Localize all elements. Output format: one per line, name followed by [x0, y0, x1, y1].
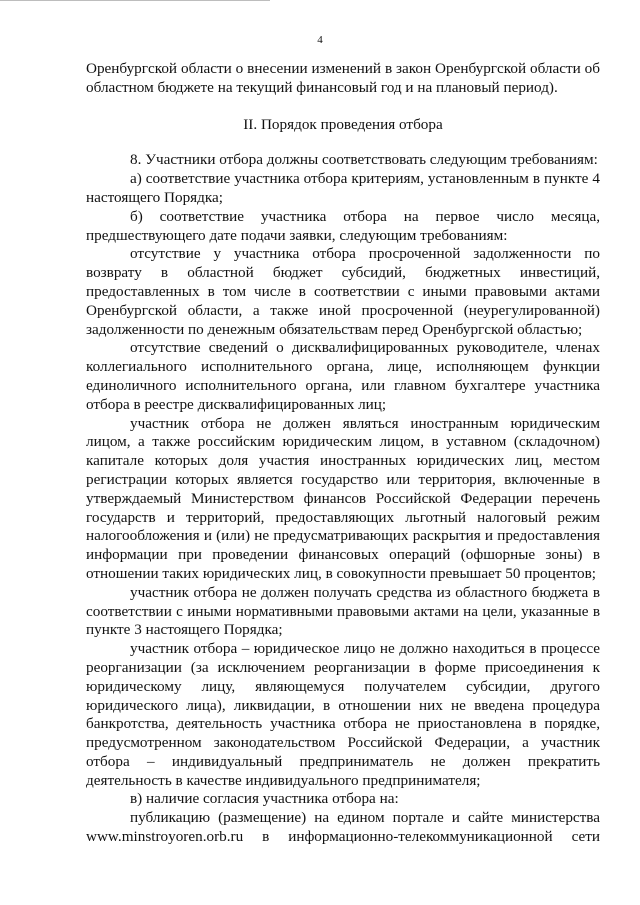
requirement-no-disqualified-persons: отсутствие сведений о дисквалифицированных руководителе, членах коллегиального исполнительного органа, лице, исполняющем функции единоличного исполнительного органа, или главном бухгалтере участника отбора в реестре дисквалифицированных лиц;: [86, 339, 600, 413]
continuation-text: Оренбургской области о внесении изменений в закон Оренбургской области об областном бюджете на текущий финансовый год и на плановый период).: [86, 60, 600, 96]
top-border-line: [0, 0, 270, 1]
paragraph-8: 8. Участники отбора должны соответствовать следующим требованиям:: [130, 151, 598, 169]
page-number: 4: [317, 34, 323, 46]
section-title: II. Порядок проведения отбора: [243, 115, 443, 133]
requirement-no-overdue-debt: отсутствие у участника отбора просроченной задолженности по возврату в областной бюджет субсидий, бюджетных инвестиций, предоставленных в том числе в соответствии с иными правовыми актами Оренбургской области, а также иной просроченной (неурегулированной) задолженности по денежным обязательствам перед Оренбургской областью;: [86, 245, 600, 338]
item-v: в) наличие согласия участника отбора на:: [130, 790, 399, 808]
document-body: [86, 60, 600, 847]
requirement-not-foreign-entity: участник отбора не должен являться иностранным юридическим лицом, а также российским юридическим лицом, в уставном (складочном) капитале которых доля участия иностранных юридических лиц, местом регистрации которых является государство или территория, включенные в утверждаемый Министерством финансов Российской Федерации перечень государств и территорий, предоставляющих льготный налоговый режим налогообложения и (или) не предусматривающих раскрытия и предоставления информации при проведении финансовых операций (офшорные зоны) в отношении таких юридических лиц, в совокупности превышает 50 процентов;: [86, 414, 600, 582]
item-b: б) соответствие участника отбора на первое число месяца, предшествующего дате подачи заявки, следующим требованиям:: [86, 207, 600, 244]
requirement-no-reorganization: участник отбора – юридическое лицо не должно находиться в процессе реорганизации (за исключением реорганизации в форме присоединения к юридическому лицу, являющемуся получателем субсидии, другого юридического лица), ликвидации, в отношении них не введена процедура банкротства, деятельность участника отбора не приостановлена в порядке, предусмотренном законодательством Российской Федерации, а участник отбора – индивидуальный предприниматель не должен прекратить деятельность в качестве индивидуального предпринимателя;: [86, 640, 600, 789]
consent-publication: публикацию (размещение) на едином портале и сайте министерства www.minstroyoren.orb.ru в информационно-телекоммуникационной сети: [86, 809, 600, 846]
item-a: а) соответствие участника отбора критериям, установленным в пункте 4 настоящего Порядка;: [86, 170, 600, 206]
requirement-no-other-funding: участник отбора не должен получать средства из областного бюджета в соответствии с иными нормативными правовыми актами на цели, указанные в пункте 3 настоящего Порядка;: [86, 583, 600, 639]
